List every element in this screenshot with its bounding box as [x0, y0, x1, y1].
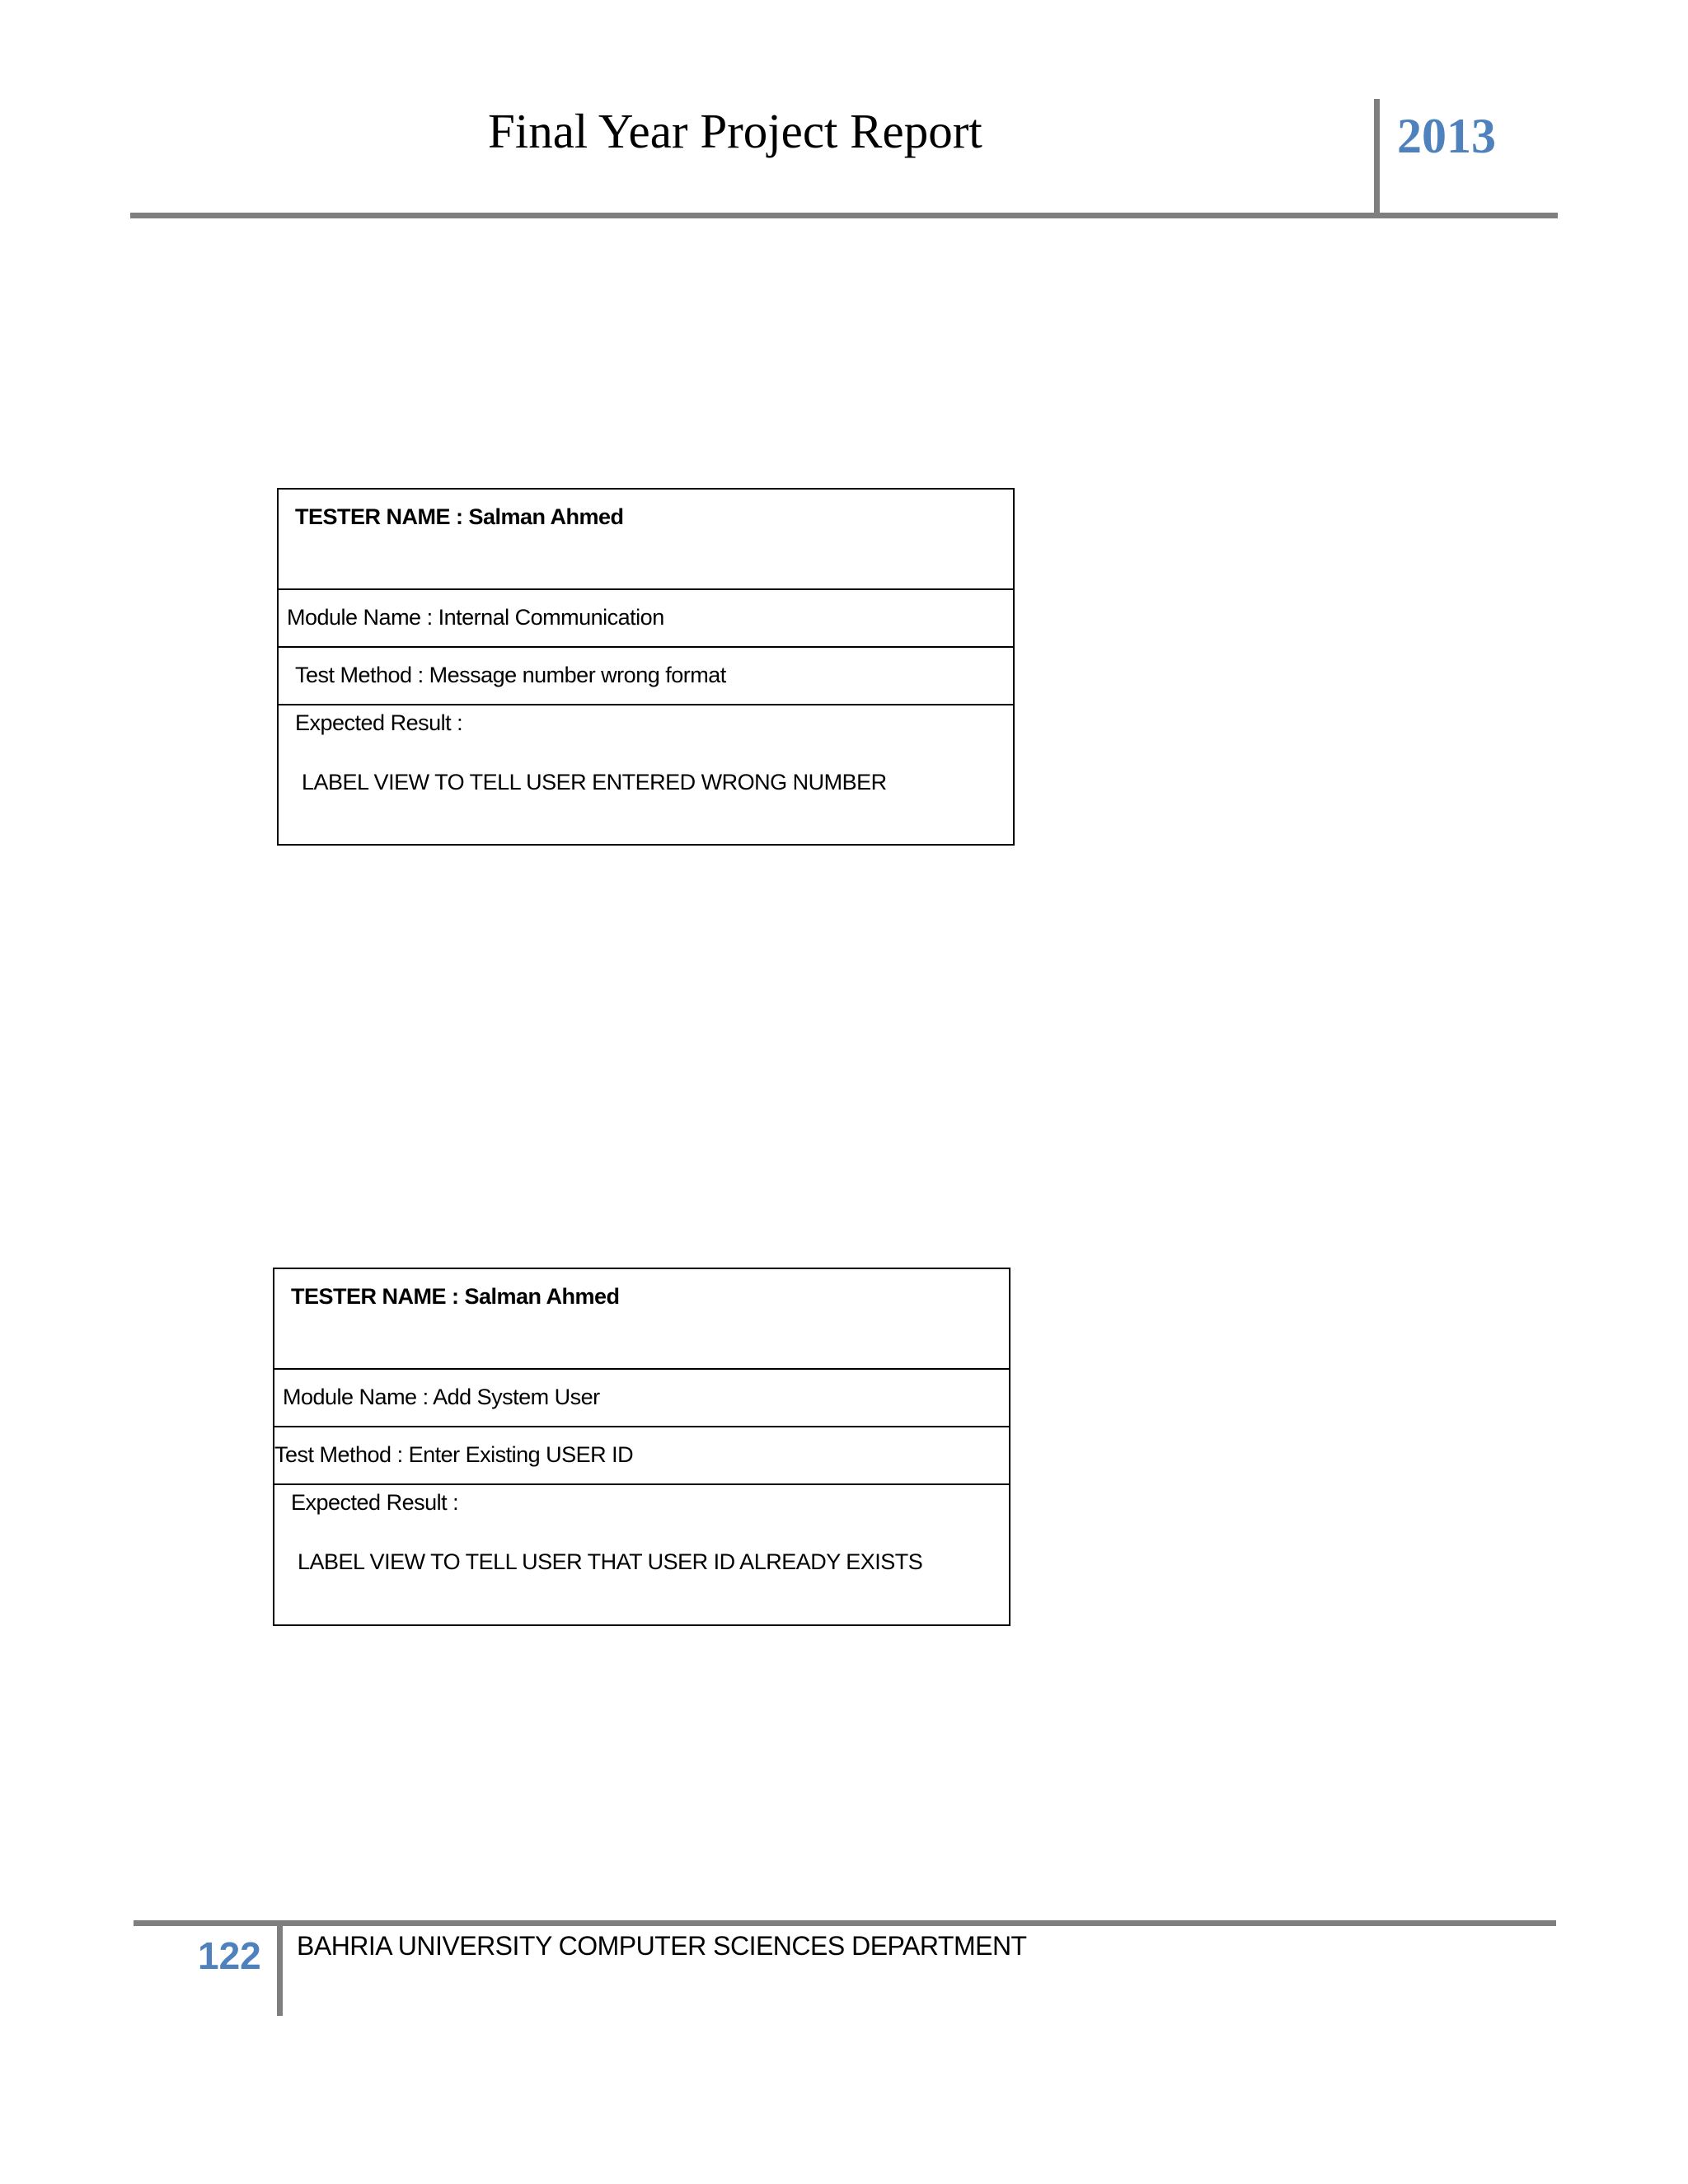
- page-number: 122: [198, 1934, 261, 1977]
- tester-row: [274, 1269, 1009, 1370]
- module-row: [274, 1370, 1009, 1427]
- test-method: Test Method : Message number wrong format: [295, 663, 726, 687]
- module-name: Module Name : Add System User: [283, 1385, 600, 1409]
- expected-row: [279, 705, 1013, 844]
- header-rule: [130, 213, 1558, 218]
- method-row: [274, 1427, 1009, 1485]
- department-name: BAHRIA UNIVERSITY COMPUTER SCIENCES DEPARTMENT: [297, 1931, 1027, 1961]
- footer-rule: [134, 1920, 1556, 1926]
- header-divider-vertical: [1374, 99, 1380, 217]
- expected-result-label: Expected Result :: [295, 710, 463, 735]
- tester-name: TESTER NAME : Salman Ahmed: [295, 504, 624, 529]
- expected-result-label: Expected Result :: [291, 1490, 459, 1515]
- test-method: Test Method : Enter Existing USER ID: [274, 1442, 634, 1467]
- tester-row: [279, 490, 1013, 590]
- expected-result-value: LABEL VIEW TO TELL USER ENTERED WRONG NUMBER: [302, 770, 887, 794]
- report-year: 2013: [1397, 109, 1496, 163]
- expected-row: [274, 1485, 1009, 1624]
- report-title: Final Year Project Report: [488, 104, 982, 158]
- tester-name: TESTER NAME : Salman Ahmed: [291, 1284, 620, 1309]
- module-row: [279, 590, 1013, 648]
- module-name: Module Name : Internal Communication: [287, 605, 664, 630]
- test-case-table-2: [273, 1268, 1010, 1626]
- footer-divider-vertical: [277, 1920, 283, 2016]
- method-row: [279, 648, 1013, 705]
- test-case-table-1: [277, 488, 1015, 846]
- expected-result-value: LABEL VIEW TO TELL USER THAT USER ID ALREADY EXISTS: [298, 1549, 923, 1574]
